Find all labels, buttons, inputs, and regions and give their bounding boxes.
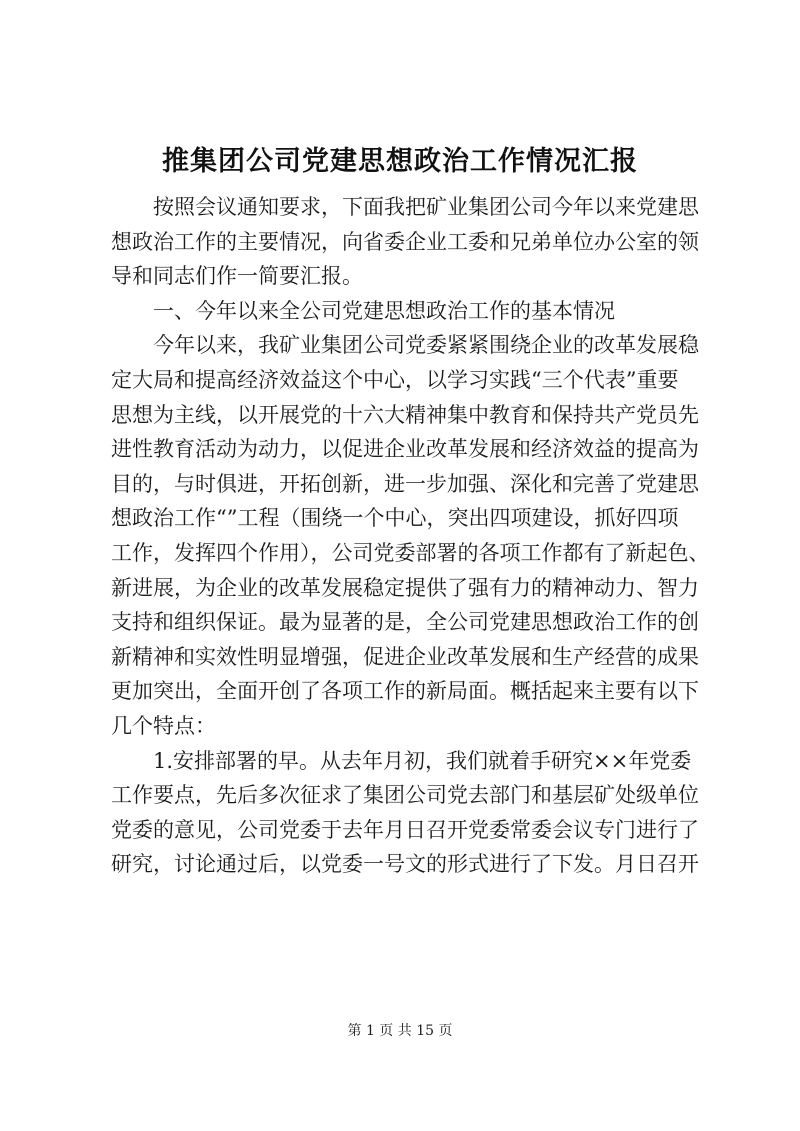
paragraph-line: 导和同志们作一简要汇报。 [111,264,363,289]
paragraph-line: 更加突出，全面开创了各项工作的新局面。概括起来主要有以下 [111,679,699,704]
section-heading: 一、今年以来全公司党建思想政治工作的基本情况 [153,298,615,323]
paragraph-line: 几个特点： [111,713,216,738]
paragraph-line: 想政治工作的主要情况，向省委企业工委和兄弟单位办公室的领 [111,229,699,254]
numbered-item-line: 1.安排部署的早。从去年月初，我们就着手研究××年党委 [153,748,692,773]
document-body [111,190,710,882]
paragraph-line: 新精神和实效性明显增强，促进企业改革发展和生产经营的成果 [111,644,699,669]
paragraph-line: 党委的意见，公司党委于去年月日召开党委常委会议专门进行了 [111,817,699,842]
paragraph-line: 工作要点，先后多次征求了集团公司党去部门和基层矿处级单位 [111,783,699,808]
paragraph-line: 按照会议通知要求，下面我把矿业集团公司今年以来党建思 [153,195,699,219]
document-title: 推集团公司党建思想政治工作情况汇报 [162,146,638,177]
paragraph-line: 新进展，为企业的改革发展稳定提供了强有力的精神动力、智力 [111,575,699,600]
paragraph-line: 目的，与时俱进，开拓创新，进一步加强、深化和完善了党建思 [111,471,699,496]
paragraph-line: 研究，讨论通过后，以党委一号文的形式进行了下发。月日召开 [111,852,699,877]
paragraph-line: 今年以来，我矿业集团公司党委紧紧围绕企业的改革发展稳 [153,333,699,358]
page-number: 第 1 页 共 15 页 [347,1023,453,1039]
paragraph-line: 定大局和提高经济效益这个中心，以学习实践“三个代表”重要 [111,367,679,392]
paragraph-line: 进性教育活动为动力，以促进企业改革发展和经济效益的提高为 [111,437,699,462]
paragraph-line: 工作，发挥四个作用），公司党委部署的各项工作都有了新起色、 [111,540,710,565]
paragraph-line: 想政治工作“”工程（围绕一个中心，突出四项建设，抓好四项 [111,506,679,531]
paragraph-line: 思想为主线，以开展党的十六大精神集中教育和保持共产党员先 [111,402,699,427]
paragraph-line: 支持和组织保证。最为显著的是，全公司党建思想政治工作的创 [111,610,699,635]
